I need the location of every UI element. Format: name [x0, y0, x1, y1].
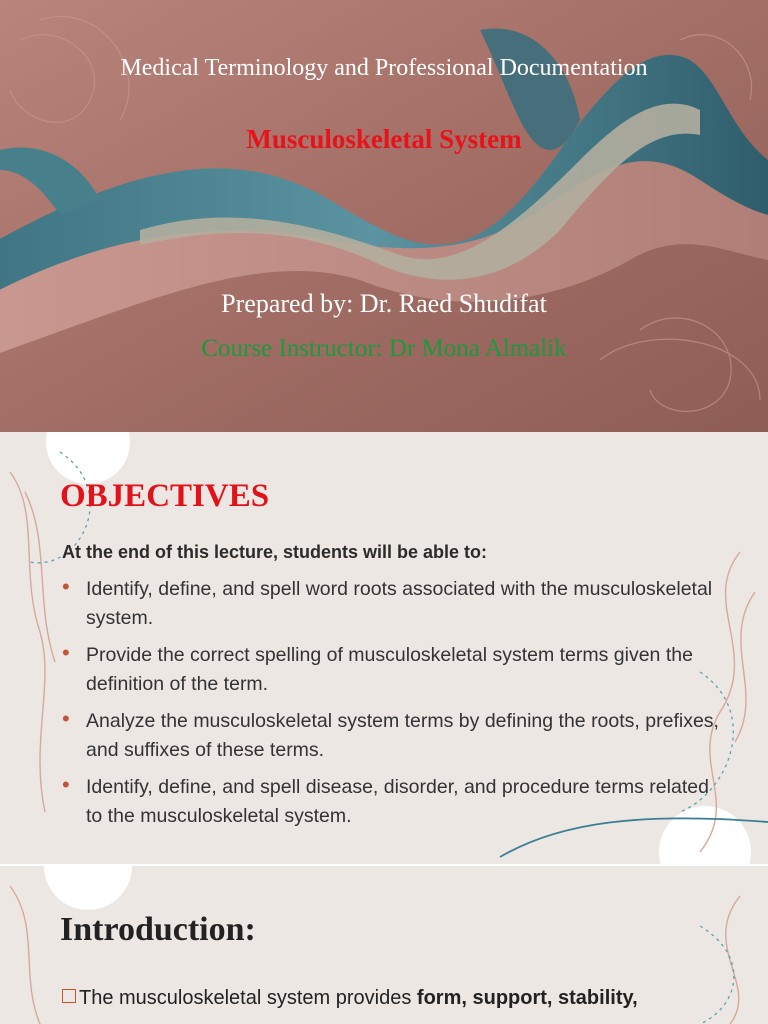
introduction-text [62, 987, 638, 1010]
objective-item: • Identify, define, and spell disease, disorder, and procedure terms related to the musculoskeletal system. [60, 773, 720, 831]
introduction-slide [0, 866, 768, 1024]
objective-item: • Analyze the musculoskeletal system terms by defining the roots, prefixes, and suffixes of these terms. [60, 707, 720, 765]
topic-title: Musculoskeletal System [246, 124, 522, 154]
objectives-heading: OBJECTIVES [60, 478, 270, 514]
introduction-heading: Introduction: [60, 911, 256, 948]
intro-text-bold: form, support, stability, [416, 987, 638, 1009]
objectives-list [60, 575, 720, 839]
checkbox-bullet-icon [62, 989, 76, 1003]
course-title: Medical Terminology and Professional Documentation [120, 55, 648, 81]
objectives-slide [0, 432, 768, 864]
objectives-intro: At the end of this lecture, students will be able to: [62, 542, 488, 562]
objective-item: • Provide the correct spelling of musculoskeletal system terms given the definition of the term. [60, 641, 720, 699]
intro-text-start: The musculoskeletal system provides [79, 987, 417, 1009]
title-slide [0, 0, 768, 432]
objective-item: • Identify, define, and spell word roots associated with the musculoskeletal system. [60, 575, 720, 633]
course-instructor: Course Instructor: Dr Mona Almalik [201, 335, 567, 362]
prepared-by: Prepared by: Dr. Raed Shudifat [221, 289, 547, 318]
